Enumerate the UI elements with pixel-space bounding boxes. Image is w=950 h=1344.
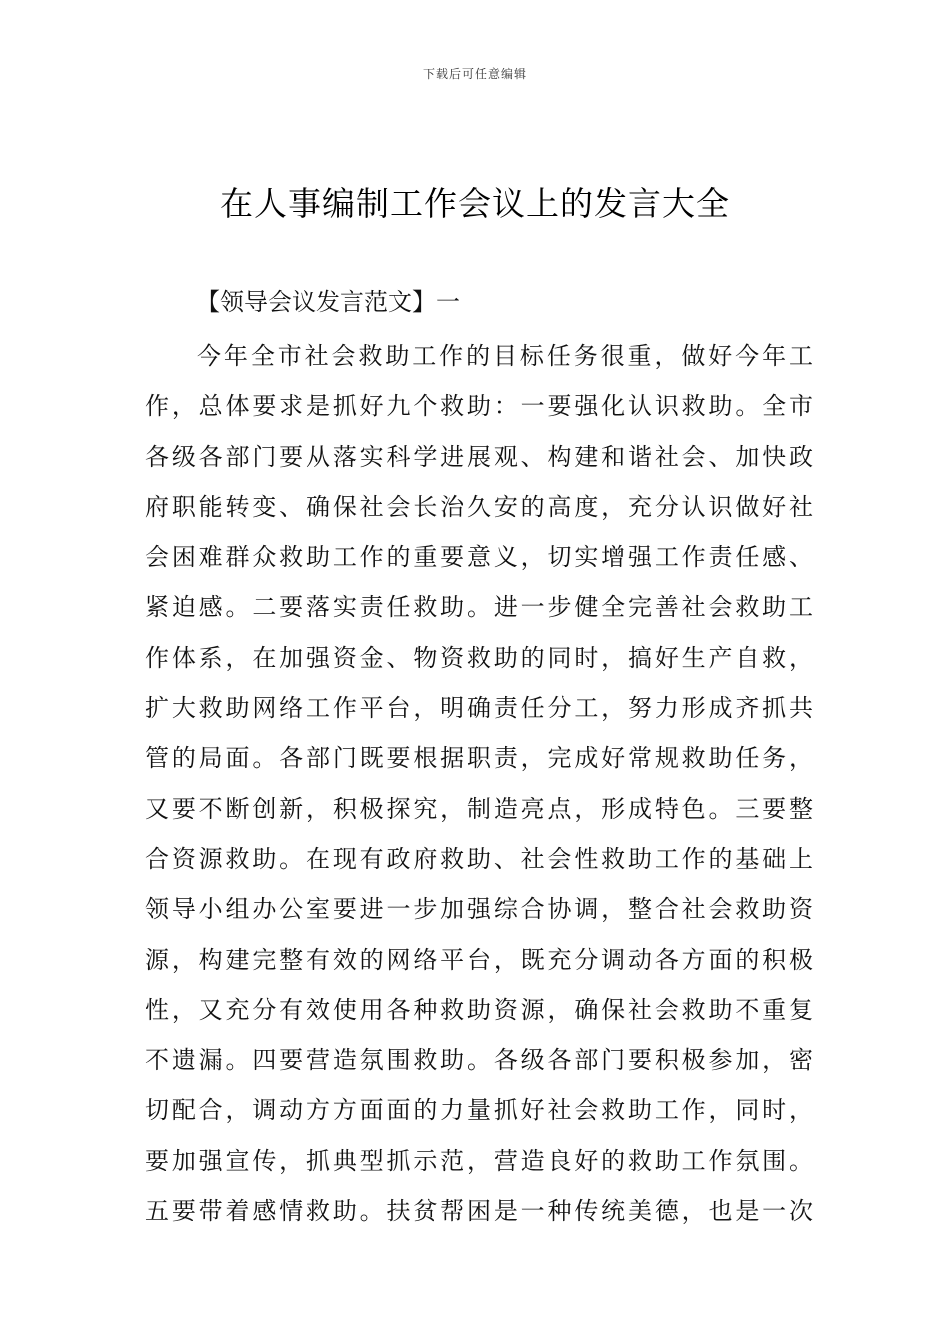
paragraph-line: 管的局面。各部门既要根据职责，完成好常规救助任务， — [145, 744, 813, 773]
paragraph-line: 又要不断创新，积极探究，制造亮点，形成特色。三要整 — [145, 794, 813, 823]
paragraph-line: 会困难群众救助工作的重要意义，切实增强工作责任感、 — [145, 543, 813, 572]
paragraph-line: 切配合，调动方方面面的力量抓好社会救助工作，同时， — [145, 1096, 813, 1125]
paragraph-line: 要加强宣传，抓典型抓示范，营造良好的救助工作氛围。 — [145, 1146, 813, 1175]
paragraph-line: 合资源救助。在现有政府救助、社会性救助工作的基础上 — [145, 844, 813, 873]
paragraph-line: 不遗漏。四要营造氛围救助。各级各部门要积极参加，密 — [145, 1046, 813, 1075]
document-title: 在人事编制工作会议上的发言大全 — [220, 184, 730, 223]
paragraph-line: 五要带着感情救助。扶贫帮困是一种传统美德，也是一次 — [145, 1197, 813, 1226]
paragraph-line: 性，又充分有效使用各种救助资源，确保社会救助不重复 — [145, 995, 813, 1024]
header-note: 下载后可任意编辑 — [422, 67, 527, 81]
paragraph-line: 各级各部门要从落实科学进展观、构建和谐社会、加快政 — [145, 442, 813, 471]
paragraph-line: 领导小组办公室要进一步加强综合协调，整合社会救助资 — [145, 895, 813, 924]
paragraph-line: 今年全市社会救助工作的目标任务很重，做好今年工 — [197, 342, 813, 370]
body-paragraph — [145, 331, 813, 1236]
paragraph-line: 府职能转变、确保社会长治久安的高度，充分认识做好社 — [145, 492, 813, 521]
paragraph-line: 作体系，在加强资金、物资救助的同时，搞好生产自救， — [145, 643, 813, 672]
paragraph-line: 扩大救助网络工作平台，明确责任分工，努力形成齐抓共 — [145, 694, 813, 723]
section-heading: 【领导会议发言范文】一 — [196, 288, 460, 316]
paragraph-line: 紧迫感。二要落实责任救助。进一步健全完善社会救助工 — [145, 593, 813, 622]
paragraph-line: 作，总体要求是抓好九个救助：一要强化认识救助。全市 — [145, 392, 813, 421]
paragraph-line: 源，构建完整有效的网络平台，既充分调动各方面的积极 — [145, 945, 813, 974]
